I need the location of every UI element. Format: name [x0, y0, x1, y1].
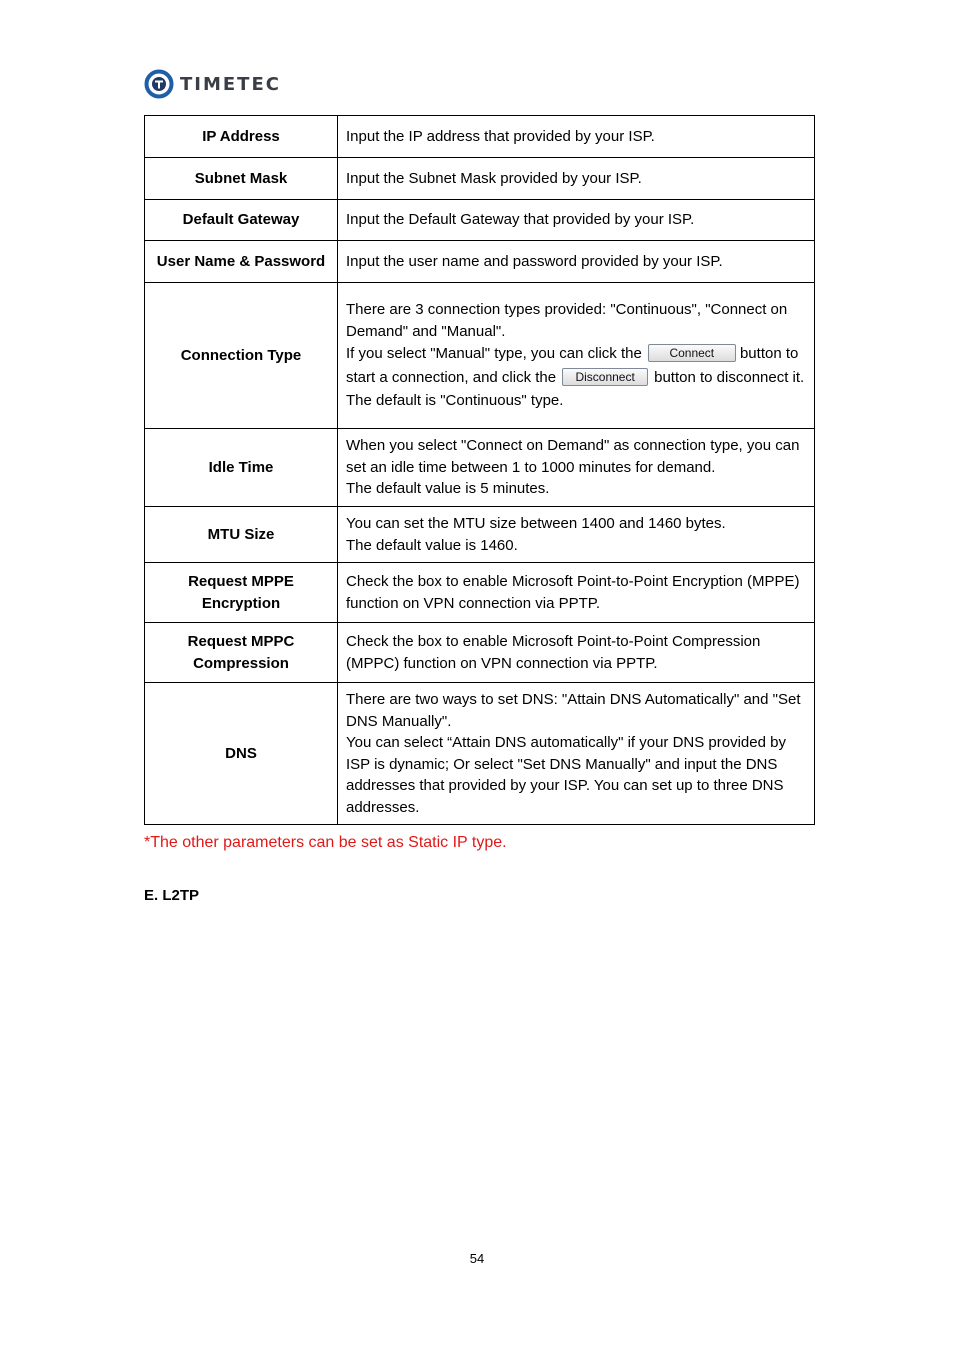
- connection-types-text: There are 3 connection types provided: "Continuous", "Connect on Demand" and "Manual".: [346, 301, 788, 340]
- row-label: Subnet Mask: [145, 158, 338, 200]
- static-ip-note: *The other parameters can be set as Static IP type.: [144, 834, 507, 851]
- table-row: [145, 283, 815, 429]
- row-description: Input the IP address that provided by your ISP.: [338, 116, 815, 158]
- row-description: [338, 507, 815, 563]
- row-label: IP Address: [145, 116, 338, 158]
- row-description: [338, 429, 815, 507]
- row-description: Input the user name and password provided by your ISP.: [338, 241, 815, 283]
- row-description: Input the Default Gateway that provided by your ISP.: [338, 200, 815, 241]
- settings-table: [144, 115, 815, 825]
- manual-type-text: [346, 342, 806, 390]
- row-label: [145, 563, 338, 623]
- manual-text-part: button to start a connection, and click the: [346, 345, 799, 387]
- row-label: Connection Type: [145, 283, 338, 429]
- connect-button[interactable]: Connect: [648, 344, 736, 362]
- row-label: MTU Size: [145, 507, 338, 563]
- table-row: [145, 158, 815, 200]
- label-line: Compression: [193, 654, 289, 672]
- row-label: [145, 623, 338, 683]
- row-description: Check the box to enable Microsoft Point-to-Point Encryption (MPPE) function on VPN connection via PPTP.: [338, 563, 815, 623]
- desc-line: When you select "Connect on Demand" as connection type, you can set an idle time between 1 to 1000 minutes for demand.: [346, 437, 800, 476]
- brand-logo: [144, 68, 281, 100]
- row-label: DNS: [145, 683, 338, 825]
- label-line: Encryption: [201, 594, 281, 612]
- table-row: [145, 200, 815, 241]
- table-row: [145, 116, 815, 158]
- table-row: [145, 241, 815, 283]
- desc-line: You can set the MTU size between 1400 and 1460 bytes.: [346, 515, 726, 532]
- desc-line: The default value is 1460.: [346, 536, 518, 554]
- desc-line: You can select “Attain DNS automatically" if your DNS provided by ISP is dynamic; Or select "Set DNS Manually" and input the DNS addresses that provided by your ISP. You can set up to three DNS addresses.: [346, 734, 786, 816]
- row-description: Input the Subnet Mask provided by your ISP.: [338, 158, 815, 200]
- label-line: Request MPPE: [188, 573, 294, 590]
- row-description: [338, 283, 815, 429]
- table-row: [145, 507, 815, 563]
- manual-text-part: If you select "Manual" type, you can click the: [346, 345, 642, 363]
- logo-wordmark: TIMETEC: [180, 73, 281, 95]
- section-heading: E. L2TP: [144, 887, 200, 904]
- table-row: [145, 623, 815, 683]
- desc-line: The default value is 5 minutes.: [346, 480, 550, 498]
- row-label: User Name & Password: [145, 241, 338, 283]
- page-number: 54: [469, 1251, 485, 1266]
- desc-line: There are two ways to set DNS: "Attain DNS Automatically" and "Set DNS Manually".: [346, 691, 801, 730]
- manual-text-part: button to disconnect it.: [654, 369, 805, 387]
- default-type-text: The default is "Continuous" type.: [346, 392, 564, 410]
- table-row: [145, 563, 815, 623]
- row-label: Idle Time: [145, 429, 338, 507]
- table-row: [145, 683, 815, 825]
- timetec-logo-icon: [144, 69, 174, 99]
- table-row: [145, 429, 815, 507]
- label-line: Request MPPC: [187, 633, 295, 650]
- row-description: Check the box to enable Microsoft Point-to-Point Compression (MPPC) function on VPN connection via PPTP.: [338, 623, 815, 683]
- row-label: Default Gateway: [145, 200, 338, 241]
- row-description: [338, 683, 815, 825]
- disconnect-button[interactable]: Disconnect: [562, 368, 648, 386]
